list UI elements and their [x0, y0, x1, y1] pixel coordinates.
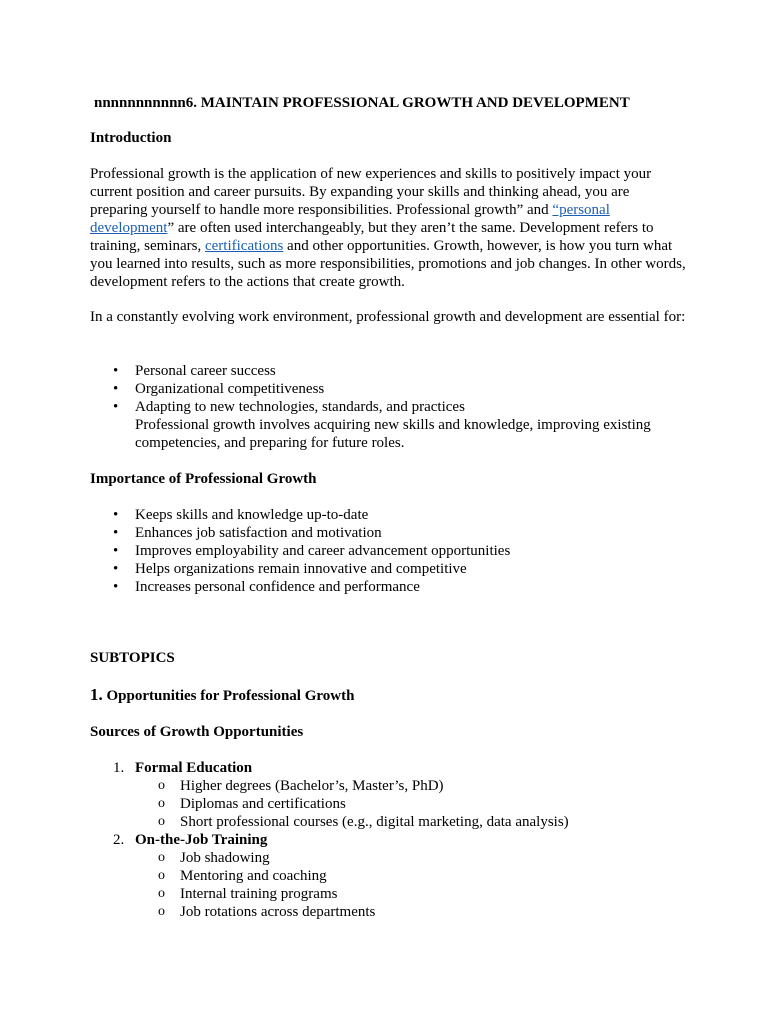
heading-sources: Sources of Growth Opportunities [90, 724, 304, 740]
certifications-link[interactable]: certifications [204, 238, 284, 254]
circle-bullet-icon: o [158, 904, 165, 919]
essential-list [90, 362, 690, 416]
subtopic-number: 1. [90, 685, 103, 704]
heading-introduction: Introduction [90, 130, 172, 146]
personal-development-link[interactable]: “personal development [90, 202, 610, 236]
bullet-icon: • [113, 381, 119, 397]
heading-importance: Importance of Professional Growth [90, 471, 317, 487]
sub-list-item: o Job shadowing [158, 850, 270, 866]
essential-continuation: Professional growth involves acquiring new skills and knowledge, improving existing competencies, and preparing for future roles. [135, 417, 651, 451]
bullet-icon: • [113, 399, 119, 415]
list-item: 2. On-the-Job Training [113, 832, 268, 848]
bullet-icon: • [113, 525, 119, 541]
circle-bullet-icon: o [158, 850, 165, 865]
sub-list-item: o Short professional courses (e.g., digital marketing, data analysis) [158, 814, 569, 830]
importance-list [90, 506, 690, 596]
sub-list-item: o Diplomas and certifications [158, 796, 346, 812]
circle-bullet-icon: o [158, 886, 165, 901]
bullet-icon: • [113, 561, 119, 577]
bullet-icon: • [113, 507, 119, 523]
intro-text-2: ” are often used interchangeably, but they aren’t the same. Development refers to training, seminars, [90, 220, 654, 254]
list-item: • Increases personal confidence and performance [113, 579, 420, 595]
circle-bullet-icon: o [158, 814, 165, 829]
sub-list-item: o Mentoring and coaching [158, 868, 327, 884]
list-item: • Keeps skills and knowledge up-to-date [113, 507, 369, 523]
bullet-icon: • [113, 579, 119, 595]
circle-bullet-icon: o [158, 868, 165, 883]
sub-list-item: o Internal training programs [158, 886, 338, 902]
list-item: • Adapting to new technologies, standards, and practices [113, 399, 465, 415]
heading-subtopic-1 [90, 686, 690, 705]
list-item: 1. Formal Education [113, 760, 253, 776]
sub-list-item: o Job rotations across departments [158, 904, 376, 920]
subtopic-label: Opportunities for Professional Growth [106, 688, 355, 704]
sources-list [90, 759, 690, 921]
intro-text-3: and other opportunities. Growth, however, is how you turn what you learned into results, such as more responsibilities, promotions and job changes. In other words, development refers to the actions that create growth. [90, 238, 686, 290]
list-item: • Helps organizations remain innovative and competitive [113, 561, 467, 577]
bullet-icon: • [113, 543, 119, 559]
circle-bullet-icon: o [158, 778, 165, 793]
intro-text-1: Professional growth is the application of new experiences and skills to positively impact your current position and career pursuits. By expanding your skills and thinking ahead, you are preparing yourself to handle more responsibilities. Professional growth” and [90, 166, 652, 218]
bullet-icon: • [113, 363, 119, 379]
essential-paragraph: In a constantly evolving work environment, professional growth and development are essential for: [90, 309, 686, 325]
list-item: • Personal career success [113, 363, 276, 379]
sub-list-item: o Higher degrees (Bachelor’s, Master’s, PhD) [158, 778, 444, 794]
document-title: nnnnnnnnnnn6. MAINTAIN PROFESSIONAL GROWTH AND DEVELOPMENT [94, 95, 630, 111]
list-item: • Enhances job satisfaction and motivation [113, 525, 382, 541]
list-item: • Organizational competitiveness [113, 381, 325, 397]
circle-bullet-icon: o [158, 796, 165, 811]
intro-paragraph [90, 165, 690, 291]
heading-subtopics: SUBTOPICS [90, 650, 175, 666]
list-item: • Improves employability and career advancement opportunities [113, 543, 511, 559]
